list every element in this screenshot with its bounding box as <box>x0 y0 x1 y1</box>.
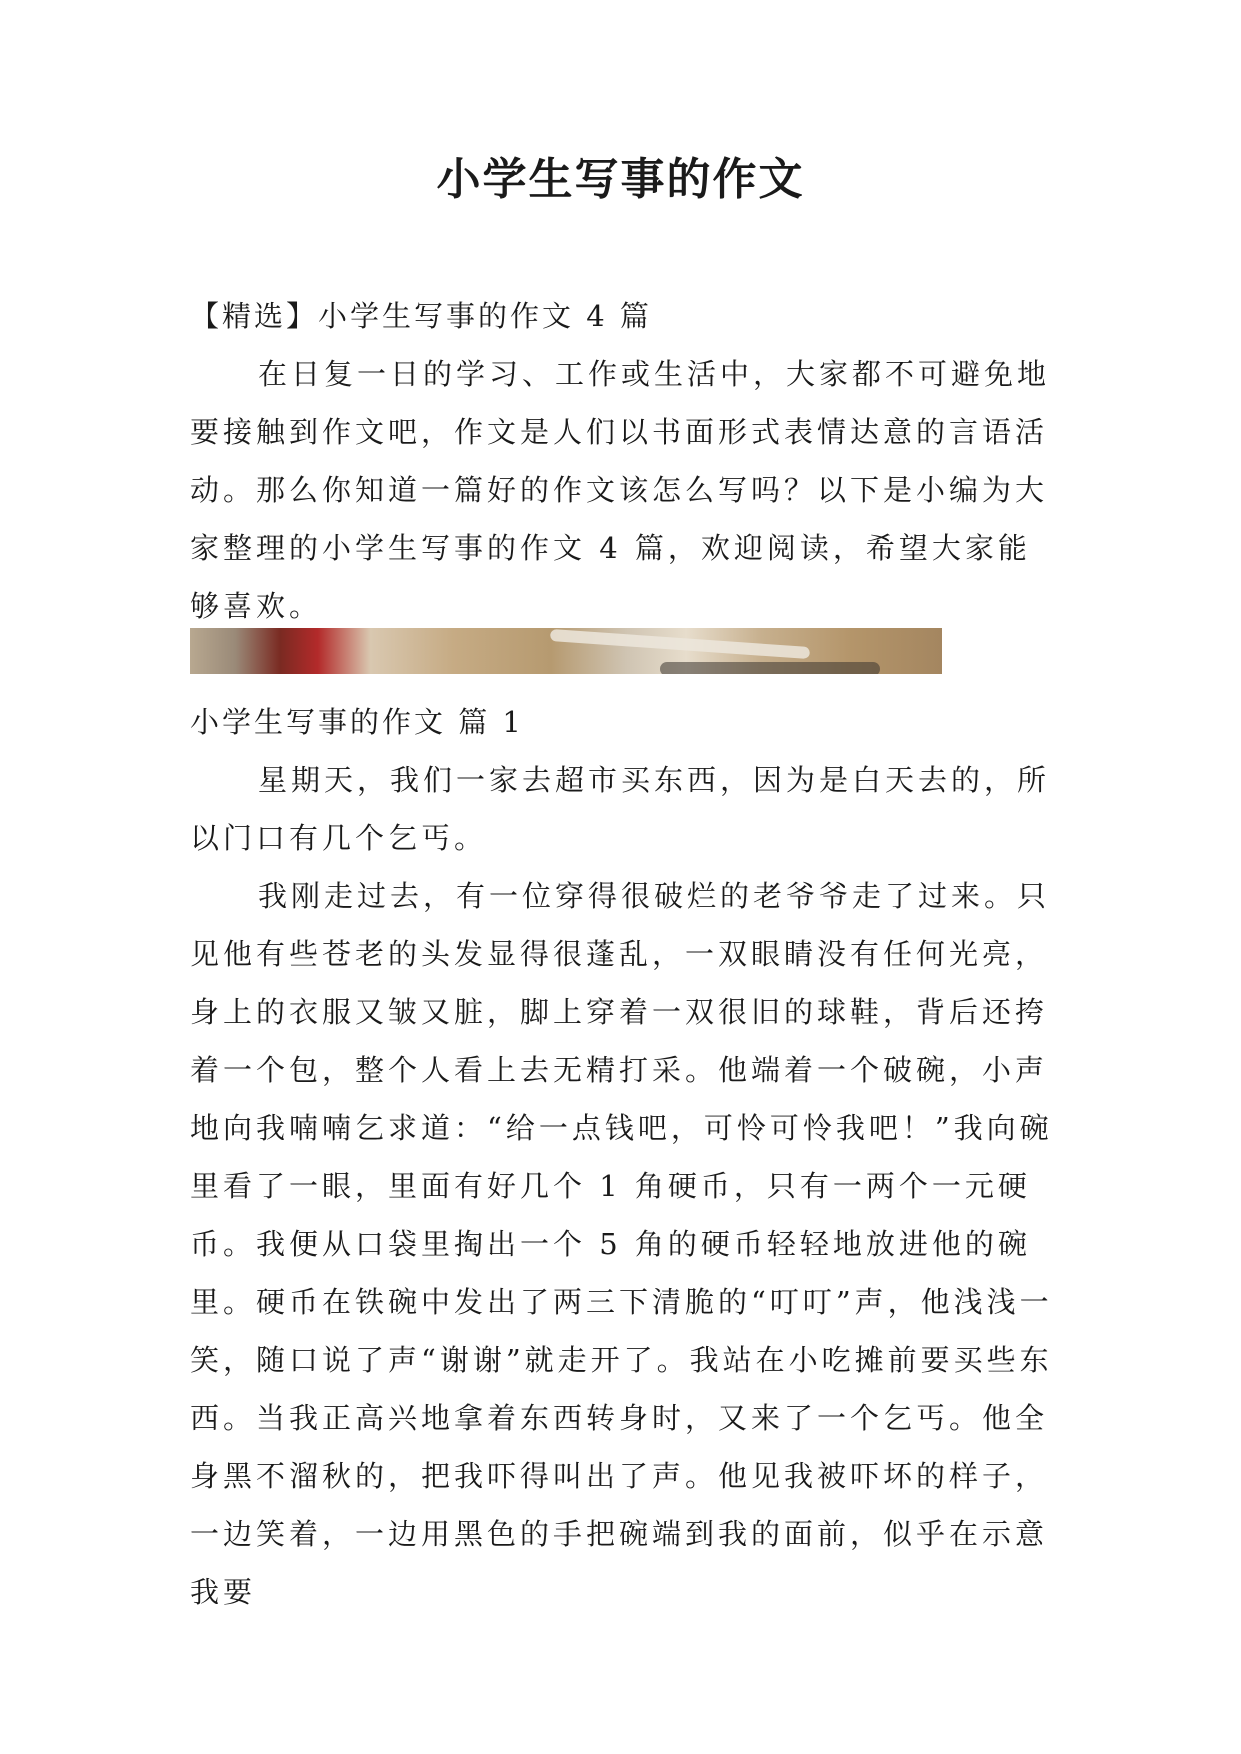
section-heading: 小学生写事的作文 篇 1 <box>190 705 524 739</box>
intro-paragraph-block <box>190 345 1054 635</box>
story-text <box>190 751 1054 1621</box>
document-subtitle: 【精选】小学生写事的作文 4 篇 <box>190 299 652 333</box>
story-paragraph-1: 星期天，我们一家去超市买东西，因为是白天去的，所以门口有几个乞丐。 <box>190 763 1051 855</box>
intro-paragraph: 在日复一日的学习、工作或生活中，大家都不可避免地要接触到作文吧，作文是人们以书面形式表情达意的言语活动。那么你知道一篇好的作文该怎么写吗？以下是小编为大家整理的小学生写事的作文 4 篇，欢迎阅读，希望大家能够喜欢。 <box>190 357 1051 623</box>
document-title: 小学生写事的作文 <box>436 154 805 205</box>
cropped-photo <box>190 628 942 674</box>
story-paragraph-2: 我刚走过去，有一位穿得很破烂的老爷爷走了过来。只见他有些苍老的头发显得很蓬乱，一双眼睛没有任何光亮，身上的衣服又皱又脏，脚上穿着一双很旧的球鞋，背后还挎着一个包，整个人看上去无精打采。他端着一个破碗，小声地向我喃喃乞求道：“给一点钱吧，可怜可怜我吧！”我向碗里看了一眼，里面有好几个 1 角硬币，只有一两个一元硬币。我便从口袋里掏出一个 5 角的硬币轻轻地放进他的碗里。硬币在铁碗中发出了两三下清脆的“叮叮”声，他浅浅一笑，随口说了声“谢谢”就走开了。我站在小吃摊前要买些东西。当我正高兴地拿着东西转身时，又来了一个乞丐。他全身黑不溜秋的，把我吓得叫出了声。他见我被吓坏的样子，一边笑着，一边用黑色的手把碗端到我的面前，似乎在示意我要 <box>190 879 1053 1609</box>
